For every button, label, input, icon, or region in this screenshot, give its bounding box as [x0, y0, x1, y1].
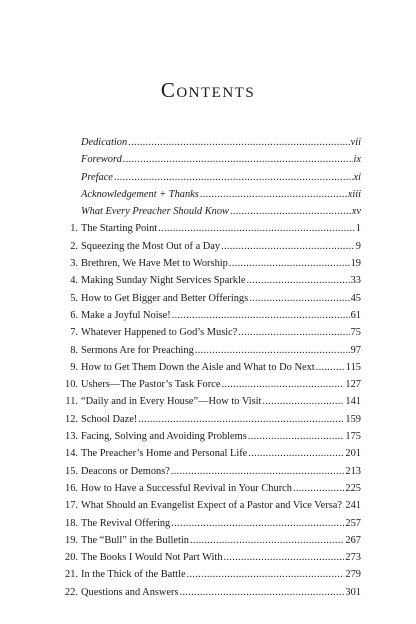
- toc-chapter-row: [60, 290, 361, 307]
- toc-chapter-number: 5.: [70, 292, 78, 304]
- toc-page-number: vii: [350, 137, 361, 148]
- toc-entry-title: Ushers—The Pastor’s Task Force: [81, 379, 221, 391]
- toc-entry-title: Sermons Are for Preaching: [81, 344, 194, 356]
- toc-chapter-row: [60, 307, 361, 324]
- toc-entry-title: The Revival Offering: [81, 517, 171, 529]
- toc-leader-dots: [200, 186, 347, 203]
- toc-entry-title: The Starting Point: [81, 223, 158, 235]
- toc-leader-dots: [249, 290, 349, 307]
- toc-leader-dots: [114, 169, 353, 186]
- toc-leader-dots: [247, 272, 350, 289]
- toc-entry-title: Make a Joyful Noise!: [81, 309, 171, 321]
- toc-chapter-number: 1.: [70, 223, 78, 235]
- toc-page-number: ix: [353, 154, 361, 166]
- toc-chapter-number: 18.: [65, 517, 78, 529]
- toc-entry-title: Foreword: [81, 154, 122, 166]
- toc-page-number: 301: [345, 586, 361, 598]
- toc-page-number: 19: [350, 258, 361, 270]
- toc-chapter-row: [60, 411, 361, 428]
- toc-page-number: 225: [345, 482, 361, 494]
- toc-leader-dots: [128, 134, 349, 151]
- toc-chapter-number: 6.: [70, 309, 78, 321]
- toc-leader-dots: [248, 445, 344, 462]
- toc-leader-dots: [190, 532, 344, 549]
- toc-entry-title: Brethren, We Have Met to Worship: [81, 258, 228, 270]
- toc-leader-dots: [293, 480, 344, 497]
- toc-page-number: 241: [345, 500, 361, 512]
- toc-entry-title: Squeezing the Most Out of a Day: [81, 240, 221, 252]
- toc-chapter-number: 16.: [65, 482, 78, 494]
- toc-chapter-number: 12.: [65, 413, 78, 425]
- toc-chapter-number: 15.: [65, 465, 78, 477]
- toc-page-number: 159: [345, 413, 361, 425]
- toc-chapter-number: 20.: [65, 552, 78, 564]
- toc-chapter-row: [60, 428, 361, 445]
- toc-entry-title: Dedication: [81, 137, 128, 148]
- toc-chapter-number: 22.: [65, 586, 78, 598]
- toc-leader-dots: [187, 566, 345, 583]
- toc-leader-dots: [343, 497, 344, 514]
- toc-chapter-number: 4.: [70, 275, 78, 287]
- toc-leader-dots: [172, 307, 350, 324]
- toc-front-matter-row: [60, 169, 361, 186]
- toc-page-number: 97: [350, 344, 361, 356]
- toc-leader-dots: [229, 255, 350, 272]
- toc-page-number: 9: [355, 240, 361, 252]
- toc-page-number: 273: [345, 552, 361, 564]
- toc-entry-title: How to Have a Successful Revival in Your Church: [81, 482, 292, 494]
- toc-page-number: 175: [345, 431, 361, 443]
- toc-chapter-number: 19.: [65, 534, 78, 546]
- toc-front-matter-row: [60, 203, 361, 220]
- toc-page-number: 257: [345, 517, 361, 529]
- toc-leader-dots: [221, 238, 355, 255]
- page-title: Contents: [160, 78, 256, 102]
- toc-chapter-row: [60, 376, 361, 393]
- toc-chapter-number: 14.: [65, 448, 78, 460]
- toc-chapter-number: 11.: [65, 396, 78, 408]
- toc-page-number: 213: [345, 465, 361, 477]
- toc-page-number: xi: [353, 171, 361, 183]
- table-of-contents: [60, 134, 361, 601]
- toc-chapter-row: [60, 549, 361, 566]
- toc-chapter-number: 13.: [65, 431, 78, 443]
- toc-leader-dots: [138, 411, 344, 428]
- toc-page-number: xv: [351, 206, 361, 218]
- toc-chapter-row: [60, 255, 361, 272]
- toc-chapter-row: [60, 463, 361, 480]
- toc-leader-dots: [230, 203, 351, 220]
- toc-page-number: 33: [350, 275, 361, 287]
- toc-page-number: 61: [350, 309, 361, 321]
- toc-chapter-row: [60, 359, 361, 376]
- toc-leader-dots: [171, 463, 345, 480]
- toc-chapter-row: [60, 220, 361, 237]
- toc-entry-title: Deacons or Demons?: [81, 465, 170, 477]
- toc-entry-title: How to Get Bigger and Better Offerings: [81, 292, 249, 304]
- toc-entry-title: How to Get Them Down the Aisle and What to Do Next: [81, 361, 315, 373]
- toc-entry-title: The Books I Would Not Part With: [81, 552, 223, 564]
- toc-entry-title: Whatever Happened to God’s Music?: [81, 327, 238, 339]
- toc-chapter-number: 2.: [70, 240, 78, 252]
- toc-chapter-number: 10.: [65, 379, 78, 391]
- toc-chapter-row: [60, 238, 361, 255]
- toc-chapter-row: [60, 393, 361, 410]
- toc-chapter-row: [60, 497, 361, 514]
- toc-page-number: 1: [355, 223, 361, 235]
- toc-leader-dots: [195, 342, 350, 359]
- toc-chapter-row: [60, 480, 361, 497]
- toc-chapter-number: 21.: [65, 569, 78, 581]
- toc-chapter-row: [60, 515, 361, 532]
- toc-leader-dots: [180, 584, 345, 601]
- toc-entry-title: Questions and Answers: [81, 586, 179, 598]
- toc-leader-dots: [316, 359, 345, 376]
- toc-entry-title: Facing, Solving and Avoiding Problems: [81, 431, 247, 443]
- toc-page-number: 141: [345, 396, 361, 408]
- toc-chapter-number: 17.: [65, 500, 78, 512]
- toc-chapter-row: [60, 445, 361, 462]
- toc-page-number: 127: [345, 379, 361, 391]
- toc-page-number: 279: [345, 569, 361, 581]
- toc-chapter-row: [60, 272, 361, 289]
- toc-chapter-row: [60, 584, 361, 601]
- toc-leader-dots: [221, 376, 344, 393]
- toc-entry-title: What Every Preacher Should Know: [81, 206, 229, 218]
- toc-chapter-row: [60, 532, 361, 549]
- toc-chapter-row: [60, 566, 361, 583]
- toc-chapter-number: 9.: [70, 361, 78, 373]
- toc-chapter-number: 7.: [70, 327, 78, 339]
- toc-entry-title: In the Thick of the Battle: [81, 569, 186, 581]
- toc-leader-dots: [123, 151, 353, 168]
- toc-chapter-row: [60, 342, 361, 359]
- toc-chapter-number: 8.: [70, 344, 78, 356]
- toc-leader-dots: [262, 393, 344, 410]
- toc-chapter-number: 3.: [70, 258, 78, 270]
- toc-page-number: 201: [345, 448, 361, 460]
- toc-leader-dots: [238, 324, 349, 341]
- toc-entry-title: The “Bull” in the Bulletin: [81, 534, 189, 546]
- toc-entry-title: “Daily and in Every House”—How to Visit: [81, 396, 262, 408]
- toc-leader-dots: [158, 220, 355, 237]
- toc-entry-title: Acknowledgement + Thanks: [81, 188, 199, 200]
- toc-front-matter-row: [60, 186, 361, 203]
- toc-leader-dots: [224, 549, 345, 566]
- toc-page-number: 45: [350, 292, 361, 304]
- toc-page-number: xiii: [347, 188, 361, 200]
- toc-page-number: 115: [345, 361, 361, 373]
- toc-leader-dots: [248, 428, 345, 445]
- toc-entry-title: Making Sunday Night Services Sparkle: [81, 275, 246, 287]
- toc-leader-dots: [171, 515, 344, 532]
- toc-chapter-row: [60, 324, 361, 341]
- toc-front-matter-row: [60, 151, 361, 168]
- toc-entry-title: Preface: [81, 171, 113, 183]
- toc-page-number: 267: [345, 534, 361, 546]
- toc-entry-title: The Preacher’s Home and Personal Life: [81, 448, 248, 460]
- toc-page-number: 75: [350, 327, 361, 339]
- toc-entry-title: School Daze!: [81, 413, 138, 425]
- toc-entry-title: What Should an Evangelist Expect of a Pastor and Vice Versa?: [81, 500, 342, 512]
- toc-front-matter-row: [60, 134, 361, 151]
